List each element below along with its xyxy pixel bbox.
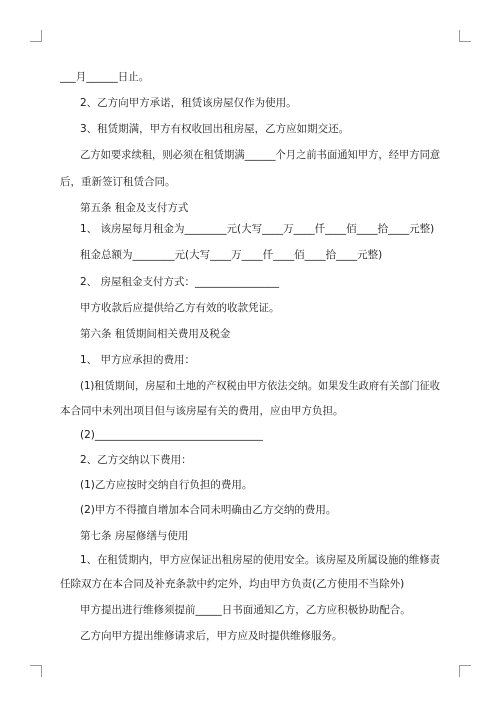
text-line: 乙方向甲方提出维修请求后，甲方应及时提供维修服务。: [80, 630, 343, 642]
text-line: 1、 甲方应承担的费用：: [80, 354, 196, 366]
text-line: 2、 房屋租金支付方式：________________: [80, 276, 280, 288]
section-heading: 第六条 租赁期间相关费用及税金: [80, 328, 231, 340]
text-line: (2)甲方不得擅自增加本合同未明确由乙方交纳的费用。: [80, 504, 337, 516]
text-line: (1)租赁期间，房屋和土地的产权税由甲方依法交纳。如果发生政府有关部门征收: [80, 380, 440, 392]
text-line: 乙方如要求续租，则必须在租赁期满______个月之前书面通知甲方，经甲方同意: [80, 149, 441, 161]
text-line: ___月______日止。: [60, 71, 150, 83]
section-heading: 第五条 租金及支付方式: [80, 202, 189, 214]
text-line: 后，重新签订租赁合同。: [60, 176, 176, 188]
text-line: 甲方提出进行维修须提前_____日书面通知乙方，乙方应积极协助配合。: [80, 604, 411, 616]
text-line: 租金总额为________元(大写____万____仟____佰____拾____元整): [80, 249, 383, 261]
text-line: 甲方收款后应提供给乙方有效的收款凭证。: [80, 302, 280, 314]
text-line: 2、乙方向甲方承诺，租赁该房屋仅作为使用。: [80, 97, 297, 109]
text-line: 2、乙方交纳以下费用：: [80, 454, 192, 466]
text-line: 1、在租赁期内，甲方应保证出租房屋的使用安全。该房屋及所属设施的维修责: [80, 554, 441, 566]
text-line: (1)乙方应按时交纳自行负担的费用。: [80, 479, 253, 491]
text-line: 1、 该房屋每月租金为________元(大写____万____仟____佰____拾____元整): [80, 223, 435, 235]
text-line: 3、租赁期满，甲方有权收回出租房屋，乙方应如期交还。: [80, 123, 350, 135]
text-line: 本合同中未列出项目但与该房屋有关的费用，应由甲方负担。: [60, 405, 344, 417]
section-heading: 第七条 房屋修缮与使用: [80, 530, 189, 542]
text-line: (2)________________________________: [80, 429, 263, 441]
text-line: 任除双方在本合同及补充条款中约定外，均由甲方负责(乙方使用不当除外): [60, 578, 405, 590]
